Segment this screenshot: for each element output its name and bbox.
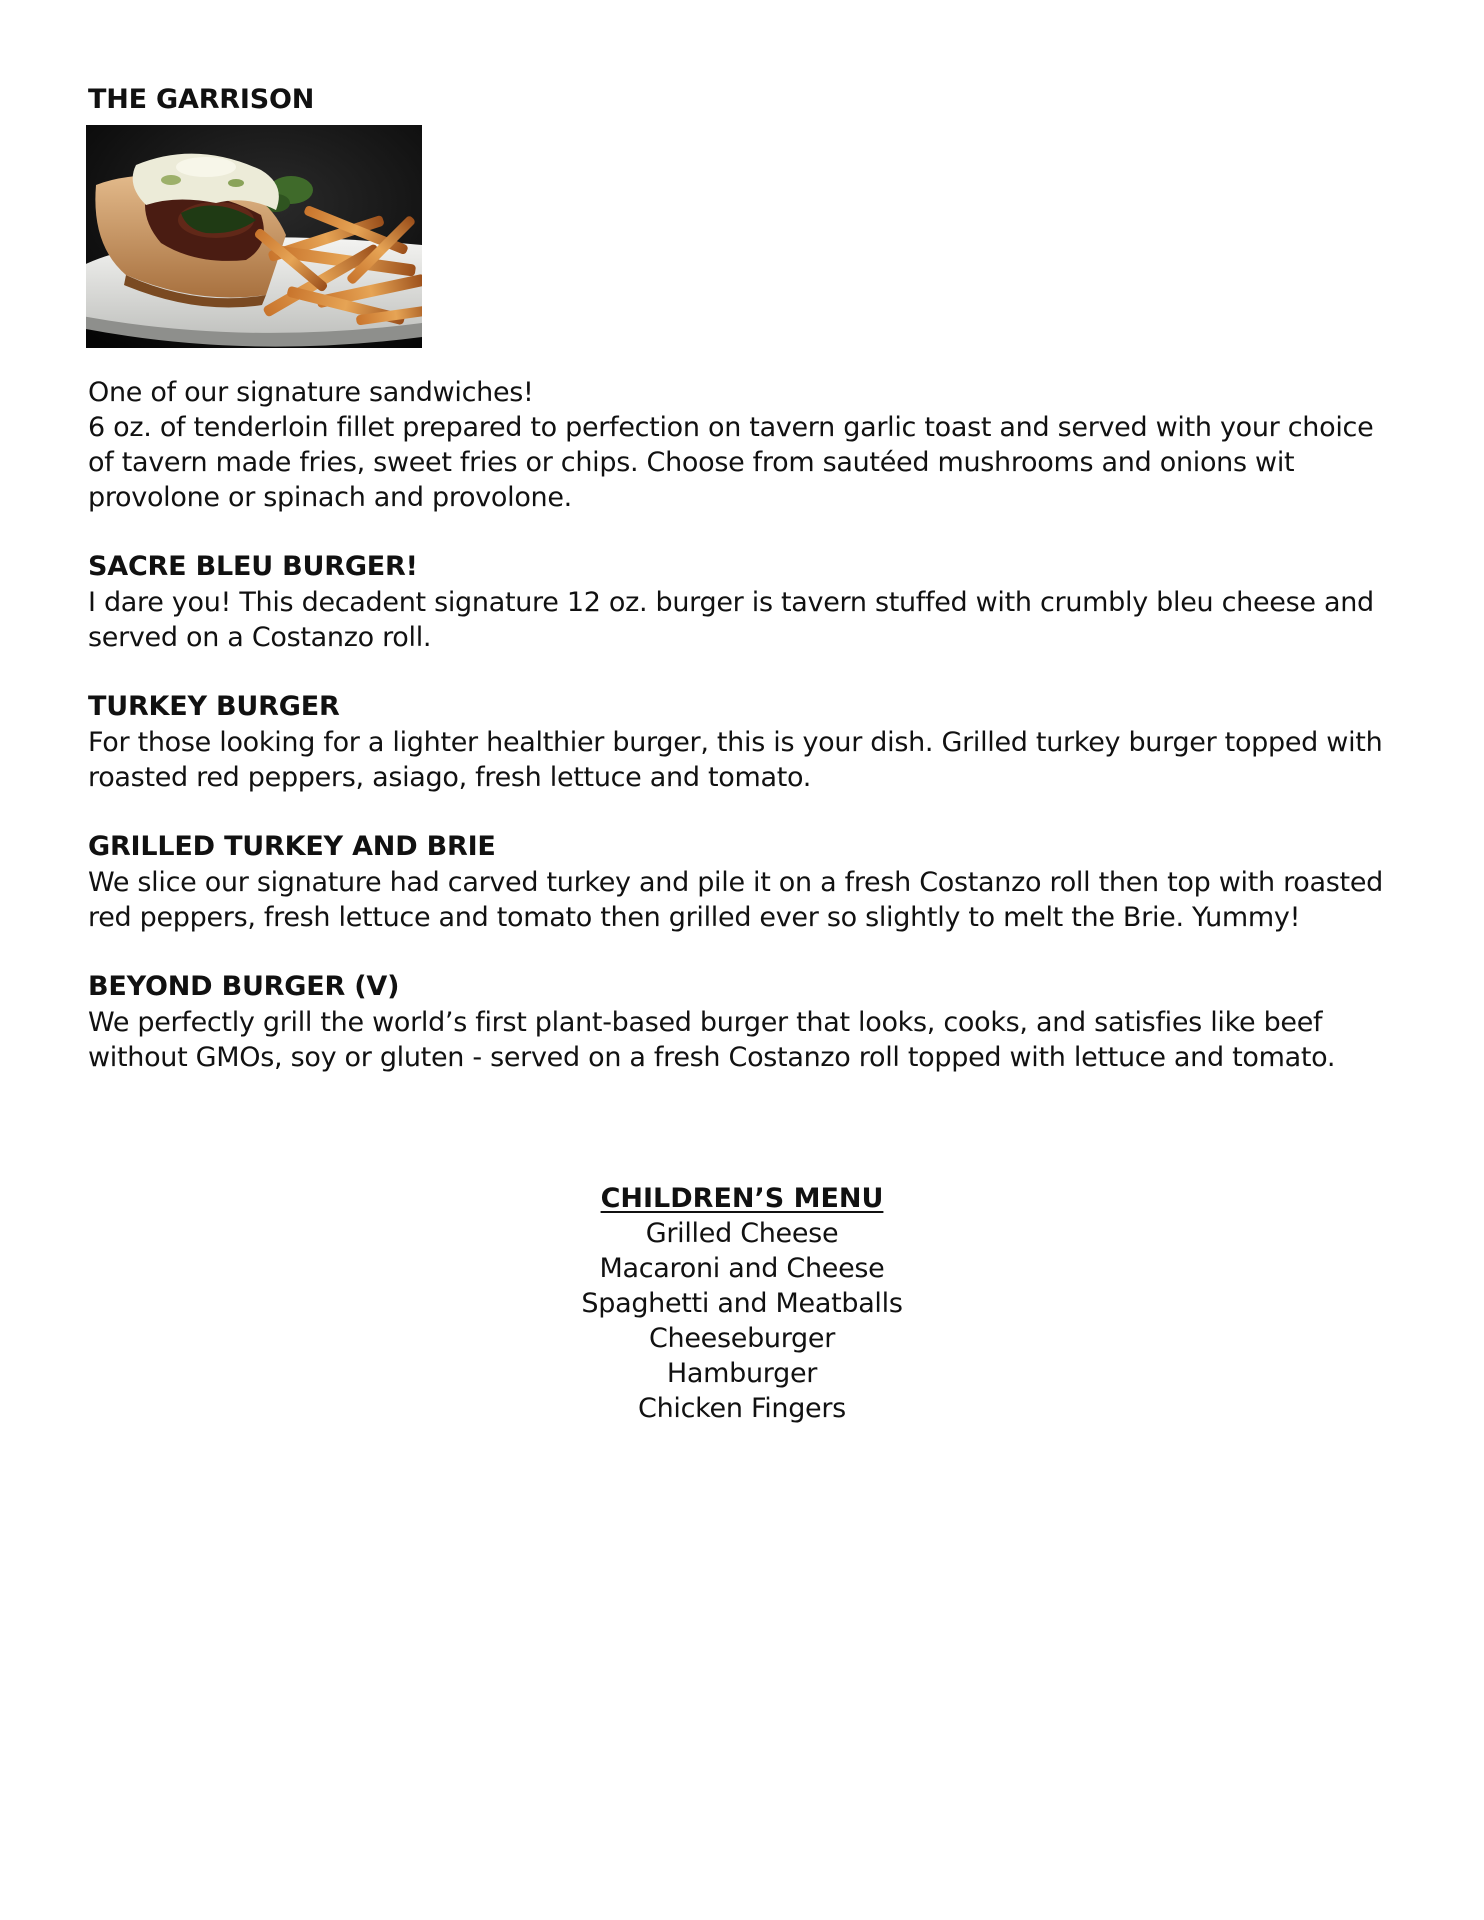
childrens-menu-title: CHILDREN’S MENU bbox=[600, 1183, 884, 1214]
garrison-description: 6 oz. of tenderloin fillet prepared to perfection on tavern garlic toast and served with your choice of tavern made fries, sweet fries or chips. Choose from sautéed mushrooms and onions wit provolone or spinach and provolone. bbox=[88, 412, 1374, 513]
sacre-bleu-burger-description: I dare you! This decadent signature 12 oz. burger is tavern stuffed with crumbly bleu cheese and served on a Costanzo roll. bbox=[88, 587, 1374, 653]
childrens-menu-item: Hamburger bbox=[666, 1358, 818, 1389]
grilled-turkey-brie-title: GRILLED TURKEY AND BRIE bbox=[88, 831, 496, 862]
grilled-turkey-brie-description: We slice our signature had carved turkey and pile it on a fresh Costanzo roll then top with roasted red peppers, fresh lettuce and tomato then grilled ever so slightly to melt the Brie. Yummy! bbox=[88, 867, 1383, 933]
garrison-title: THE GARRISON bbox=[88, 84, 315, 115]
childrens-menu-item: Chicken Fingers bbox=[638, 1393, 846, 1424]
childrens-menu bbox=[0, 1182, 1484, 1426]
turkey-burger-description: For those looking for a lighter healthier burger, this is your dish. Grilled turkey burger topped with roasted red peppers, asiago, fresh lettuce and tomato. bbox=[88, 727, 1383, 793]
menu-item-grilled-turkey-brie bbox=[88, 831, 1398, 935]
garrison-sandwich-photo bbox=[86, 125, 422, 348]
childrens-menu-item: Spaghetti and Meatballs bbox=[581, 1288, 903, 1319]
childrens-menu-item: Grilled Cheese bbox=[645, 1218, 839, 1249]
turkey-burger-title: TURKEY BURGER bbox=[88, 691, 340, 722]
sacre-bleu-burger-title: SACRE BLEU BURGER! bbox=[88, 551, 418, 582]
childrens-menu-list bbox=[0, 1216, 1484, 1426]
beyond-burger-description: We perfectly grill the world’s first plant-based burger that looks, cooks, and satisfies like beef without GMOs, soy or gluten - served on a fresh Costanzo roll topped with lettuce and tomato. bbox=[88, 1007, 1336, 1073]
menu-item-turkey-burger bbox=[88, 691, 1398, 795]
childrens-menu-item: Macaroni and Cheese bbox=[599, 1253, 885, 1284]
menu-page bbox=[88, 84, 1398, 1075]
garrison-tagline: One of our signature sandwiches! bbox=[88, 377, 534, 408]
menu-item-beyond-burger bbox=[88, 971, 1398, 1075]
menu-item-sacre-bleu-burger bbox=[88, 551, 1398, 655]
beyond-burger-title: BEYOND BURGER (V) bbox=[88, 971, 400, 1002]
childrens-menu-item: Cheeseburger bbox=[649, 1323, 835, 1354]
